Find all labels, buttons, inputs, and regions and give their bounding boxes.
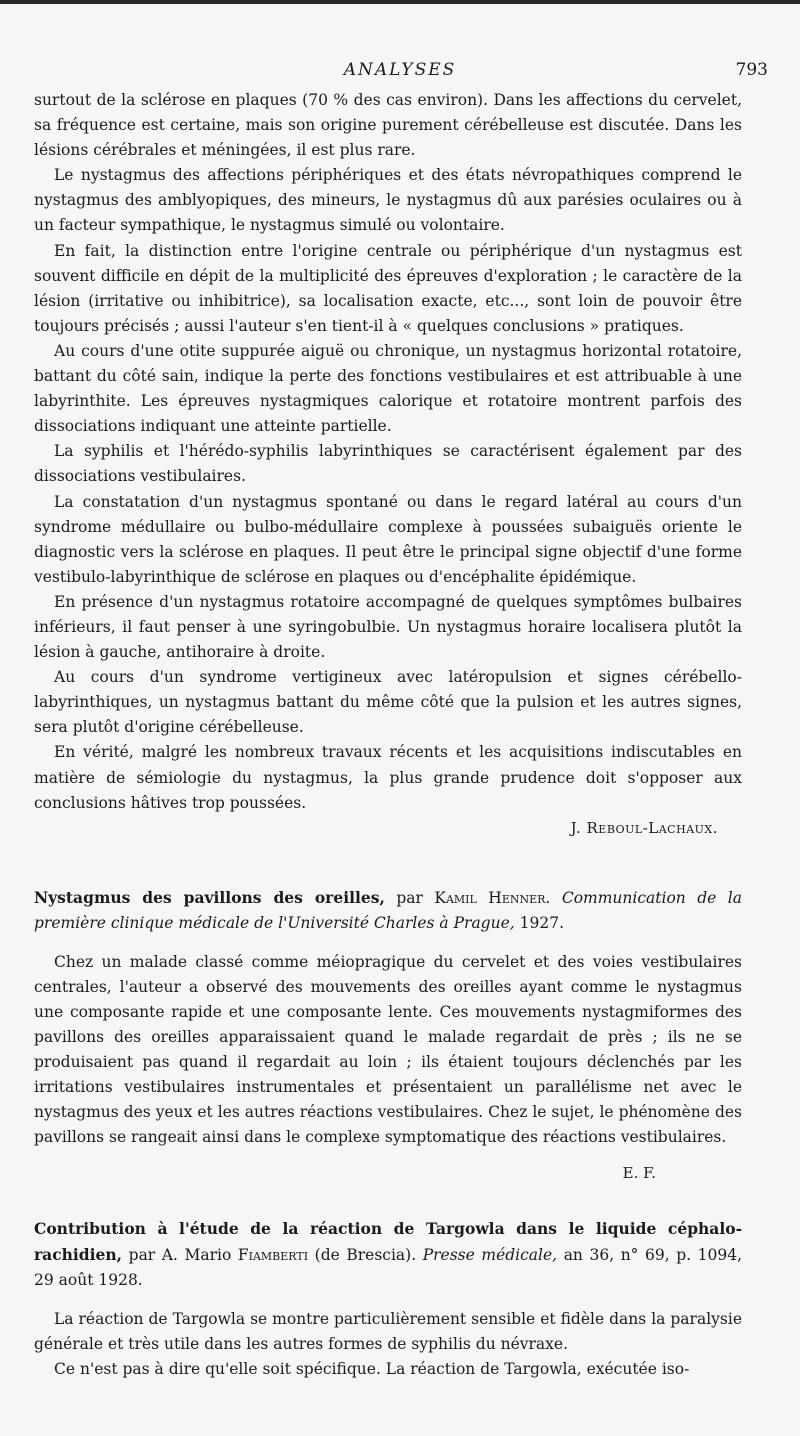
review-source: Communication de la première clinique médicale de l'Université Charles à Prague, [34, 888, 742, 932]
paragraph: En présence d'un nystagmus rotatoire accompagné de quelques symptômes bulbaires inférieurs, il faut penser à une syringobulbie. Un nystagmus horaire localisera plutôt la lésion à gauche, antihoraire à droite. [34, 592, 742, 662]
paragraph: La constatation d'un nystagmus spontané ou dans le regard latéral au cours d'un syndrome médullaire ou bulbo-médullaire complexe à poussées subaiguës oriente le diagnostic vers la sclérose en plaques. Il peut être le principal signe objectif d'une forme vestibulo-labyrinthique de sclérose en plaques ou d'encéphalite épidémique. [34, 492, 742, 586]
review-year: 1927. [519, 913, 565, 932]
author-signature: J. Reboul-Lachaux. [570, 818, 718, 837]
paragraph: La syphilis et l'hérédo-syphilis labyrinthiques se caractérisent également par des dissociations vestibulaires. [34, 442, 742, 486]
review-title: Nystagmus des pavillons des oreilles, [34, 887, 385, 907]
paragraph: Chez un malade classé comme méiopragique du cervelet et des voies vestibulaires centrales, l'auteur a observé des mouvements des oreilles ayant comme le nystagmus une composante rapide et une composante lente. Ces mouvements nystagmiformes des pavillons des oreilles apparaissaient quand le malade regardait de près ; ils ne se produisaient pas quand il regardait au loin ; ils étaient toujours déclenchés par les irritations vestibulaires instrumentales et présentaient un parallélisme net avec le nystagmus des yeux et les autres réactions vestibulaires. Chez le sujet, le phénomène des pavillons se rangeait ainsi dans le complexe symptomatique des réactions vestibulaires. [34, 952, 742, 1147]
review-targowla [34, 1216, 742, 1382]
paragraph: La réaction de Targowla se montre particulièrement sensible et fidèle dans la paralysie générale et très utile dans les autres formes de syphilis du névraxe. [34, 1309, 742, 1353]
review-author: Kamil Henner. [434, 888, 551, 907]
reviewer-signature: E. F. [622, 1163, 656, 1182]
paragraph: Au cours d'un syndrome vertigineux avec latéropulsion et signes cérébello-labyrinthiques, un nystagmus battant du même côté que la pulsion et les autres signes, sera plutôt d'origine cérébelleuse. [34, 668, 742, 737]
page-top-border [0, 0, 800, 4]
review-heading [34, 1216, 742, 1293]
paragraph: Au cours d'une otite suppurée aiguë ou chronique, un nystagmus horizontal rotatoire, battant du côté sain, indique la perte des fonctions vestibulaires et est attribuable à une labyrinthite. Les épreuves nystagmiques calorique et rotatoire montrent parfois des dissociations indiquant une atteinte partielle. [34, 341, 742, 436]
paragraph: En vérité, malgré les nombreux travaux récents et les acquisitions indiscutables en matière de sémiologie du nystagmus, la plus grande prudence doit s'opposer aux conclusions hâtives trop poussées. [34, 743, 742, 812]
review-heading [34, 885, 742, 936]
review-source: Presse médicale, [422, 1245, 558, 1264]
paragraph: Ce n'est pas à dire qu'elle soit spécifique. La réaction de Targowla, exécutée iso- [54, 1359, 690, 1378]
page-body [34, 88, 742, 1382]
review-affiliation: (de Brescia). [314, 1245, 417, 1264]
paragraph: surtout de la sclérose en plaques (70 % des cas environ). Dans les affections du cervelet, sa fréquence est certaine, mais son origine purement cérébelleuse est discutée. Dans les lésions cérébrales et méningées, il est plus rare. [34, 91, 742, 160]
paragraph: Le nystagmus des affections périphériques et des états névropathiques comprend le nystagmus des amblyopiques, des mineurs, le nystagmus dû aux parésies oculaires ou à un facteur sympathique, le nystagmus simulé ou volontaire. [34, 166, 742, 235]
review-title: Contribution à l'étude de la réaction de Targowla dans le liquide céphalo-rachidien, [34, 1218, 742, 1264]
review-nystagmus-pavillons [34, 885, 742, 1186]
paragraph: En fait, la distinction entre l'origine centrale ou périphérique d'un nystagmus est souvent difficile en dépit de la multiplicité des épreuves d'exploration ; le caractère de la lésion (irritative ou inhibitrice), sa localisation exacte, etc..., sont loin de pouvoir être toujours précisés ; aussi l'auteur s'en tient-il à « quelques conclusions » pratiques. [34, 241, 742, 335]
review-by: par A. Mario [128, 1245, 232, 1264]
review-author: Fiamberti [237, 1245, 309, 1264]
page-header [0, 60, 800, 84]
running-title: ANALYSES [343, 60, 457, 80]
review-by: par [396, 888, 423, 907]
article-continued [34, 88, 742, 841]
page-number: 793 [735, 60, 768, 80]
review-details: an 36, n° 69, p. 1094, 29 août 1928. [34, 1245, 742, 1289]
